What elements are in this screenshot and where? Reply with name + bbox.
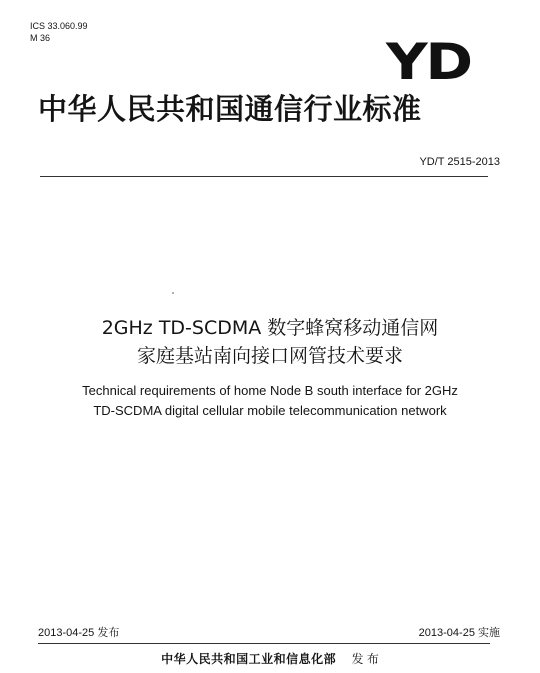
document-title-en-line2: TD-SCDMA digital cellular mobile telecommunication network — [93, 403, 447, 418]
bottom-divider — [38, 643, 490, 644]
publisher-label: 发 布 — [351, 652, 379, 666]
scan-speck — [172, 292, 174, 294]
ccs-class: M 36 — [30, 33, 51, 43]
top-divider — [40, 176, 488, 177]
document-title-cn-line1: 2GHz TD-SCDMA 数字蜂窝移动通信网 — [101, 317, 439, 339]
standard-category-title: 中华人民共和国通信行业标准 — [38, 92, 422, 126]
implementation-date: 2013-04-25 实施 — [418, 627, 500, 639]
ics-code: ICS 33.060.99 — [30, 21, 88, 31]
publisher-line — [0, 651, 540, 667]
publisher-name: 中华人民共和国工业和信息化部 — [161, 652, 337, 666]
document-title-cn-line2: 家庭基站南向接口网管技术要求 — [136, 345, 403, 367]
issue-date: 2013-04-25 发布 — [38, 627, 120, 639]
standard-number: YD/T 2515-2013 — [419, 156, 500, 168]
ics-classification — [30, 20, 88, 44]
yd-logo: YD — [386, 33, 471, 91]
document-title-en-line1: Technical requirements of home Node B south interface for 2GHz — [82, 383, 458, 398]
